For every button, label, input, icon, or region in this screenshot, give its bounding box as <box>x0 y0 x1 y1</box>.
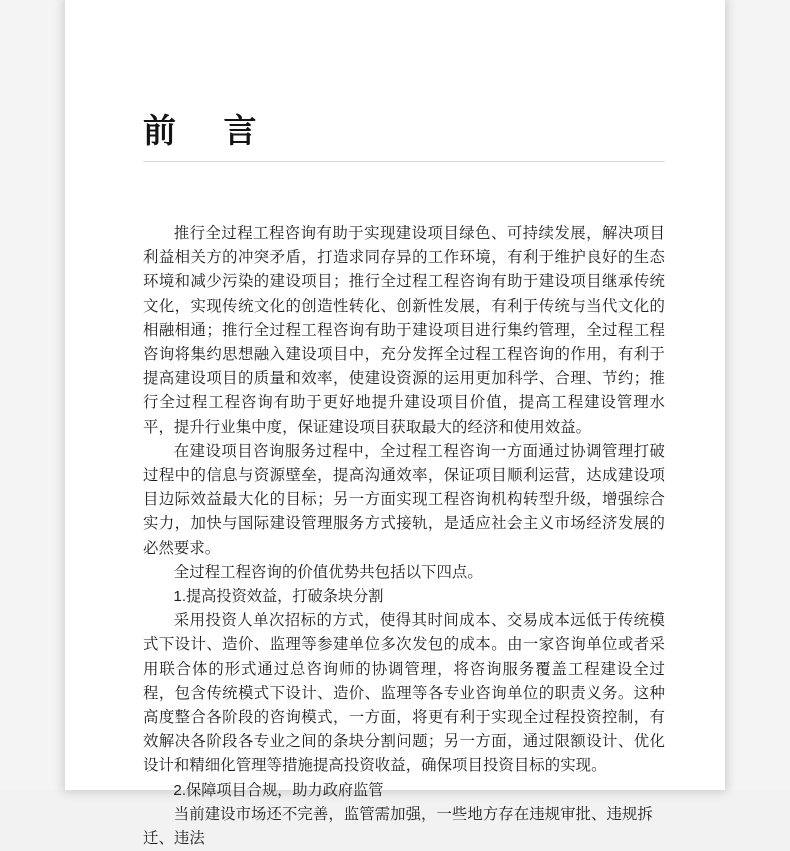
body-text <box>143 222 665 851</box>
paragraph: 在建设项目咨询服务过程中，全过程工程咨询一方面通过协调管理打破过程中的信息与资源壁垒，提高沟通效率，保证项目顺利运营，达成建设项目边际效益最大化的目标；另一方面实现工程咨询机构转型升级，增强综合实力，加快与国际建设管理服务方式接轨，是适应社会主义市场经济发展的必然要求。 <box>143 442 665 557</box>
section-subheading: 1.提高投资效益，打破条块分割 <box>173 588 384 606</box>
paragraph: 推行全过程工程咨询有助于实现建设项目绿色、可持续发展，解决项目利益相关方的冲突矛盾，打造求同存异的工作环境，有利于维护良好的生态环境和减少污染的建设项目；推行全过程工程咨询有助于建设项目继承传统文化，实现传统文化的创造性转化、创新性发展，有利于传统与当代文化的相融相通；推行全过程工程咨询有助于建设项目进行集约管理，全过程工程咨询将集约思想融入建设项目中，充分发挥全过程工程咨询的作用，有利于提高建设项目的质量和效率，使建设资源的运用更加科学、合理、节约；推行全过程工程咨询有助于更好地提升建设项目价值，提高工程建设管理水平，提升行业集中度，保证建设项目获取最大的经济和使用效益。 <box>143 225 665 436</box>
paragraph: 采用投资人单次招标的方式，使得其时间成本、交易成本远低于传统模式下设计、造价、监理等参建单位多次发包的成本。由一家咨询单位或者采用联合体的形式通过总咨询师的协调管理，将咨询服务覆盖工程建设全过程，包含传统模式下设计、造价、监理等各专业咨询单位的职责义务。这种高度整合各阶段的咨询模式，一方面，将更有利于实现全过程投资控制，有效解决各阶段各专业之间的条块分割问题；另一方面，通过限额设计、优化设计和精细化管理等措施提高投资收益，确保项目投资目标的实现。 <box>143 612 665 775</box>
title-divider <box>143 161 665 162</box>
document-page <box>65 0 725 848</box>
paragraph: 当前建设市场还不完善，监管需加强，一些地方存在违规审批、违规拆迁、违法 <box>143 805 653 848</box>
page-content-area <box>143 0 665 848</box>
title-block <box>143 112 665 162</box>
section-subheading: 2.保障项目合规，助力政府监管 <box>173 781 384 799</box>
paragraph: 全过程工程咨询的价值优势共包括以下四点。 <box>173 563 483 581</box>
page-title: 前 言 <box>143 114 264 150</box>
